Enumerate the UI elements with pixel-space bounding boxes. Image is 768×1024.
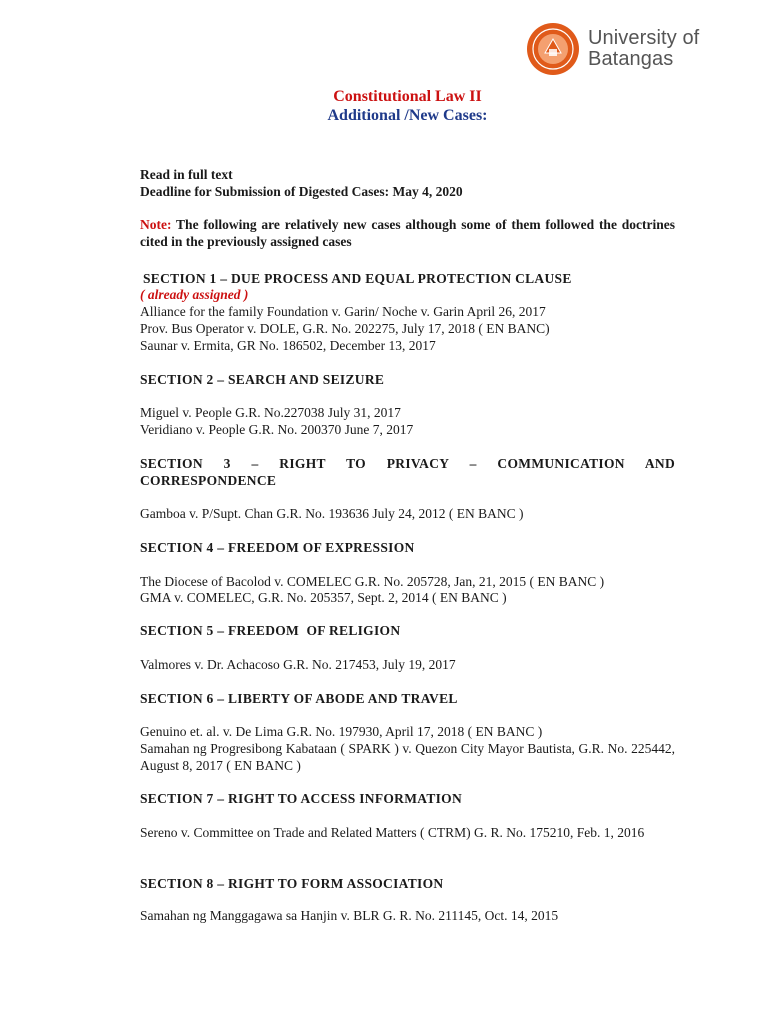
section-2-case: Miguel v. People G.R. No.227038 July 31, 2017: [140, 405, 401, 420]
section-1-heading: SECTION 1 – DUE PROCESS AND EQUAL PROTECTION CLAUSE: [143, 271, 572, 286]
document-subtitle: Additional /New Cases:: [327, 107, 488, 124]
university-logo: [526, 22, 699, 76]
section-4-case: GMA v. COMELEC, G.R. No. 205357, Sept. 2, 2014 ( EN BANC ): [140, 590, 507, 605]
university-name: [588, 28, 699, 70]
section-7-heading: SECTION 7 – RIGHT TO ACCESS INFORMATION: [140, 791, 463, 806]
university-seal-icon: [526, 22, 580, 76]
section-5-heading: SECTION 5 – FREEDOM OF RELIGION: [140, 623, 401, 638]
section-3-case: Gamboa v. P/Supt. Chan G.R. No. 193636 July 24, 2012 ( EN BANC ): [140, 506, 524, 521]
university-name-line2: Batangas: [588, 48, 674, 70]
section-5-case: Valmores v. Dr. Achacoso G.R. No. 217453, July 19, 2017: [140, 657, 456, 672]
note-text: The following are relatively new cases although some of them followed the doctrines cited in the previously assigned cases: [140, 217, 675, 249]
section-8-heading: SECTION 8 – RIGHT TO FORM ASSOCIATION: [140, 876, 444, 891]
deadline-instruction: Deadline for Submission of Digested Cases: May 4, 2020: [140, 184, 463, 199]
note-paragraph: [140, 216, 675, 250]
section-1-remark: ( already assigned ): [140, 287, 249, 302]
section-1-case: Prov. Bus Operator v. DOLE, G.R. No. 202275, July 17, 2018 ( EN BANC): [140, 321, 550, 336]
section-1-case: Saunar v. Ermita, GR No. 186502, December 13, 2017: [140, 338, 436, 353]
section-2-case: Veridiano v. People G.R. No. 200370 June 7, 2017: [140, 422, 414, 437]
section-4-case: The Diocese of Bacolod v. COMELEC G.R. No. 205728, Jan, 21, 2015 ( EN BANC ): [140, 574, 605, 589]
section-4-heading: SECTION 4 – FREEDOM OF EXPRESSION: [140, 540, 415, 555]
document-title: Constitutional Law II: [333, 88, 482, 105]
section-6-case: Genuino et. al. v. De Lima G.R. No. 197930, April 17, 2018 ( EN BANC ): [140, 724, 543, 739]
section-8-case: Samahan ng Manggagawa sa Hanjin v. BLR G. R. No. 211145, Oct. 14, 2015: [140, 908, 559, 923]
section-1-case: Alliance for the family Foundation v. Garin/ Noche v. Garin April 26, 2017: [140, 304, 546, 319]
university-name-line1: University of: [588, 27, 700, 49]
section-3-heading: SECTION 3 – RIGHT TO PRIVACY – COMMUNICATION AND CORRESPONDENCE: [140, 456, 675, 488]
section-2-heading: SECTION 2 – SEARCH AND SEIZURE: [140, 372, 385, 387]
note-label: Note:: [140, 217, 172, 232]
read-instruction: Read in full text: [140, 167, 233, 182]
section-7-case: Sereno v. Committee on Trade and Related Matters ( CTRM) G. R. No. 175210, Feb. 1, 2016: [140, 825, 645, 840]
section-6-case: Samahan ng Progresibong Kabataan ( SPARK ) v. Quezon City Mayor Bautista, G.R. No. 225442, August 8, 2017 ( EN BANC ): [140, 741, 675, 773]
section-6-heading: SECTION 6 – LIBERTY OF ABODE AND TRAVEL: [140, 691, 458, 706]
